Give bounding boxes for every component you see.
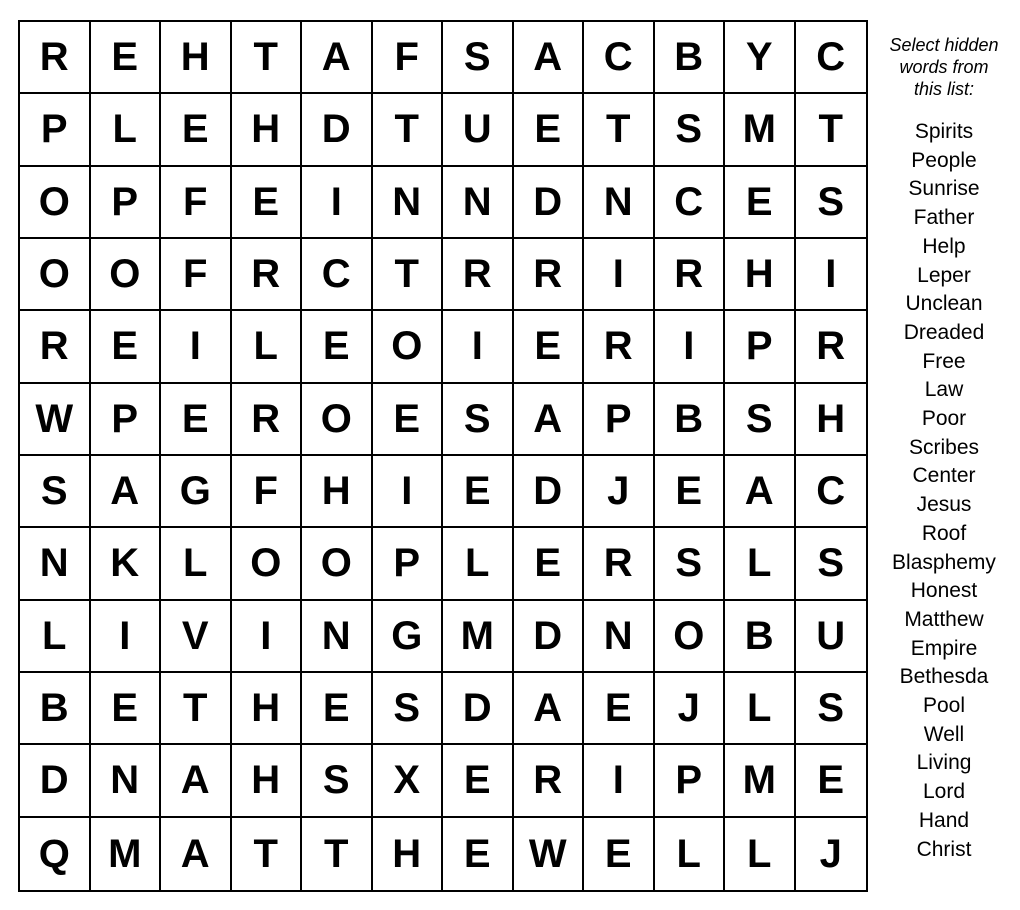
grid-cell[interactable]: H	[232, 673, 303, 745]
grid-cell[interactable]: E	[655, 456, 726, 528]
grid-cell[interactable]: F	[161, 239, 232, 311]
grid-cell[interactable]: M	[725, 94, 796, 166]
grid-cell[interactable]: A	[161, 818, 232, 890]
grid-cell[interactable]: R	[443, 239, 514, 311]
word-list-item[interactable]: Scribes	[908, 435, 980, 459]
grid-cell[interactable]: L	[91, 94, 162, 166]
grid-cell[interactable]: D	[443, 673, 514, 745]
grid-cell[interactable]: J	[584, 456, 655, 528]
grid-cell[interactable]: P	[91, 384, 162, 456]
grid-cell[interactable]: H	[232, 94, 303, 166]
grid-cell[interactable]: A	[302, 22, 373, 94]
grid-cell[interactable]: F	[373, 22, 444, 94]
grid-cell[interactable]: N	[373, 167, 444, 239]
grid-cell[interactable]: N	[584, 167, 655, 239]
grid-cell[interactable]: C	[584, 22, 655, 94]
grid-cell[interactable]: E	[584, 818, 655, 890]
grid-cell[interactable]: E	[302, 673, 373, 745]
instructions-line: words from	[899, 57, 989, 77]
grid-cell[interactable]: X	[373, 745, 444, 817]
grid-cell[interactable]: P	[725, 311, 796, 383]
grid-cell[interactable]: N	[20, 528, 91, 600]
grid-cell[interactable]: C	[796, 22, 867, 94]
grid-cell[interactable]: G	[161, 456, 232, 528]
grid-cell[interactable]: I	[655, 311, 726, 383]
grid-cell[interactable]: R	[655, 239, 726, 311]
grid-cell[interactable]: R	[584, 311, 655, 383]
grid-cell[interactable]: I	[91, 601, 162, 673]
grid-cell[interactable]: P	[373, 528, 444, 600]
grid-cell[interactable]: O	[20, 239, 91, 311]
grid-cell[interactable]: B	[655, 22, 726, 94]
grid-cell[interactable]: H	[725, 239, 796, 311]
word-list-item[interactable]: Dreaded	[903, 320, 985, 344]
grid-cell[interactable]: E	[796, 745, 867, 817]
grid-cell[interactable]: M	[91, 818, 162, 890]
grid-cell[interactable]: L	[443, 528, 514, 600]
word-list-item[interactable]: Bethesda	[899, 665, 989, 689]
word-list-item[interactable]: Well	[923, 722, 965, 746]
grid-cell[interactable]: S	[20, 456, 91, 528]
grid-cell[interactable]: T	[373, 94, 444, 166]
grid-cell[interactable]: H	[796, 384, 867, 456]
grid-cell[interactable]: A	[161, 745, 232, 817]
word-list-item[interactable]: Help	[922, 234, 966, 258]
grid-cell[interactable]: A	[514, 673, 585, 745]
grid-cell[interactable]: A	[91, 456, 162, 528]
word-list-item[interactable]: Pool	[922, 694, 966, 718]
grid-cell[interactable]: O	[232, 528, 303, 600]
grid-cell[interactable]: N	[584, 601, 655, 673]
word-list-item[interactable]: Empire	[910, 636, 978, 660]
grid-cell[interactable]: I	[373, 456, 444, 528]
instructions	[870, 34, 1018, 100]
instructions-line: Select hidden	[889, 35, 999, 55]
grid-cell[interactable]: L	[655, 818, 726, 890]
grid-cell[interactable]: I	[232, 601, 303, 673]
grid-cell[interactable]: T	[232, 22, 303, 94]
grid-cell[interactable]: T	[584, 94, 655, 166]
grid-cell[interactable]: F	[161, 167, 232, 239]
grid-cell[interactable]: W	[514, 818, 585, 890]
grid-cell[interactable]: T	[161, 673, 232, 745]
grid-cell[interactable]: H	[373, 818, 444, 890]
word-list-item[interactable]: Center	[912, 464, 976, 488]
grid-cell[interactable]: W	[20, 384, 91, 456]
grid-cell[interactable]: I	[584, 745, 655, 817]
grid-cell[interactable]: R	[20, 22, 91, 94]
word-list-item[interactable]: Christ	[916, 837, 972, 861]
grid-cell[interactable]: R	[20, 311, 91, 383]
grid-cell[interactable]: N	[91, 745, 162, 817]
grid-cell[interactable]: L	[725, 818, 796, 890]
grid-cell[interactable]: E	[443, 745, 514, 817]
grid-cell[interactable]: N	[302, 601, 373, 673]
word-list-item[interactable]: Free	[922, 349, 966, 373]
grid-cell[interactable]: H	[232, 745, 303, 817]
grid-cell[interactable]: I	[302, 167, 373, 239]
word-list-item[interactable]: Roof	[921, 521, 967, 545]
grid-cell[interactable]: S	[373, 673, 444, 745]
word-list-item[interactable]: Living	[916, 751, 972, 775]
word-list-item[interactable]: Blasphemy	[892, 550, 996, 574]
grid-cell[interactable]: A	[725, 456, 796, 528]
grid-cell[interactable]: Q	[20, 818, 91, 890]
grid-cell[interactable]: E	[373, 384, 444, 456]
word-list-item[interactable]: Unclean	[905, 292, 983, 316]
grid-cell[interactable]: S	[655, 528, 726, 600]
grid-cell[interactable]: I	[161, 311, 232, 383]
word-list-item[interactable]: Honest	[910, 579, 978, 603]
grid-cell[interactable]: E	[514, 94, 585, 166]
grid-cell[interactable]: O	[20, 167, 91, 239]
grid-cell[interactable]: H	[161, 22, 232, 94]
grid-cell[interactable]: R	[514, 239, 585, 311]
grid-cell[interactable]: D	[20, 745, 91, 817]
grid-cell[interactable]: M	[443, 601, 514, 673]
word-list-item[interactable]: Spirits	[914, 120, 974, 143]
grid-cell[interactable]: R	[514, 745, 585, 817]
grid-cell[interactable]: C	[796, 456, 867, 528]
grid-cell[interactable]: D	[514, 456, 585, 528]
word-list-item[interactable]: Leper	[917, 263, 971, 287]
grid-cell[interactable]: A	[514, 384, 585, 456]
grid-cell[interactable]: Y	[725, 22, 796, 94]
grid-cell[interactable]: E	[514, 528, 585, 600]
grid-cell[interactable]: H	[302, 456, 373, 528]
grid-cell[interactable]: E	[584, 673, 655, 745]
grid-cell[interactable]: S	[725, 384, 796, 456]
grid-cell[interactable]: P	[91, 167, 162, 239]
grid-cell[interactable]: M	[725, 745, 796, 817]
grid-cell[interactable]: S	[443, 384, 514, 456]
grid-cell[interactable]: E	[302, 311, 373, 383]
grid-cell[interactable]: F	[232, 456, 303, 528]
grid-cell[interactable]: S	[796, 167, 867, 239]
grid-cell[interactable]: T	[302, 818, 373, 890]
grid-cell[interactable]: O	[302, 528, 373, 600]
grid-cell[interactable]: B	[20, 673, 91, 745]
grid-cell[interactable]: L	[232, 311, 303, 383]
grid-cell[interactable]: L	[20, 601, 91, 673]
grid-cell[interactable]: N	[443, 167, 514, 239]
grid-cell[interactable]: K	[91, 528, 162, 600]
grid-cell[interactable]: R	[232, 384, 303, 456]
word-list-item[interactable]: Sunrise	[908, 177, 980, 201]
word-list-item[interactable]: People	[911, 148, 977, 172]
grid-cell[interactable]: I	[443, 311, 514, 383]
grid-cell[interactable]: L	[161, 528, 232, 600]
grid-cell[interactable]: B	[655, 384, 726, 456]
grid-cell[interactable]: O	[302, 384, 373, 456]
grid-cell[interactable]: U	[443, 94, 514, 166]
grid-cell[interactable]: E	[443, 456, 514, 528]
word-list-item[interactable]: Poor	[921, 407, 967, 431]
grid-cell[interactable]: A	[514, 22, 585, 94]
grid-cell[interactable]: E	[91, 22, 162, 94]
grid-cell[interactable]: G	[373, 601, 444, 673]
grid-cell[interactable]: R	[584, 528, 655, 600]
grid-cell[interactable]: O	[373, 311, 444, 383]
word-list-item[interactable]: Hand	[918, 808, 970, 832]
grid-cell[interactable]: S	[655, 94, 726, 166]
word-list-item[interactable]: Matthew	[904, 607, 984, 631]
grid-cell[interactable]: I	[796, 239, 867, 311]
grid-cell[interactable]: V	[161, 601, 232, 673]
grid-cell[interactable]: E	[514, 311, 585, 383]
grid-cell[interactable]: E	[91, 311, 162, 383]
grid-cell[interactable]: C	[655, 167, 726, 239]
grid-cell[interactable]: P	[20, 94, 91, 166]
grid-cell[interactable]: E	[91, 673, 162, 745]
grid-cell[interactable]: P	[584, 384, 655, 456]
grid-cell[interactable]: J	[655, 673, 726, 745]
grid-cell[interactable]: I	[584, 239, 655, 311]
word-list-item[interactable]: Father	[913, 206, 975, 230]
grid-cell[interactable]: L	[725, 673, 796, 745]
grid-cell[interactable]: O	[91, 239, 162, 311]
word-list-item[interactable]: Law	[924, 378, 964, 402]
grid-cell[interactable]: E	[725, 167, 796, 239]
grid-cell[interactable]: U	[796, 601, 867, 673]
grid-cell[interactable]: E	[443, 818, 514, 890]
grid-cell[interactable]: D	[514, 167, 585, 239]
grid-cell[interactable]: E	[232, 167, 303, 239]
grid-cell[interactable]: P	[655, 745, 726, 817]
grid-cell[interactable]: R	[232, 239, 303, 311]
grid-cell[interactable]: B	[725, 601, 796, 673]
grid-cell[interactable]: S	[302, 745, 373, 817]
grid-cell[interactable]: L	[725, 528, 796, 600]
grid-cell[interactable]: C	[302, 239, 373, 311]
grid-cell[interactable]: T	[796, 94, 867, 166]
instructions-line: this list:	[913, 79, 974, 99]
letter-grid	[18, 20, 868, 892]
grid-cell[interactable]: T	[373, 239, 444, 311]
grid-cell[interactable]: T	[232, 818, 303, 890]
grid-cell[interactable]: J	[819, 831, 842, 876]
grid-cell[interactable]: R	[796, 311, 867, 383]
word-list-item[interactable]: Lord	[922, 780, 966, 804]
grid-cell[interactable]: D	[514, 601, 585, 673]
word-list	[870, 118, 1018, 864]
grid-cell[interactable]: S	[796, 673, 867, 745]
grid-cell[interactable]: D	[302, 94, 373, 166]
word-list-panel	[870, 34, 1018, 864]
grid-cell[interactable]: S	[796, 528, 867, 600]
grid-cell[interactable]: E	[161, 94, 232, 166]
grid-cell[interactable]: O	[655, 601, 726, 673]
word-list-item[interactable]: Jesus	[916, 493, 972, 517]
grid-cell[interactable]: S	[443, 22, 514, 94]
grid-cell[interactable]: E	[161, 384, 232, 456]
